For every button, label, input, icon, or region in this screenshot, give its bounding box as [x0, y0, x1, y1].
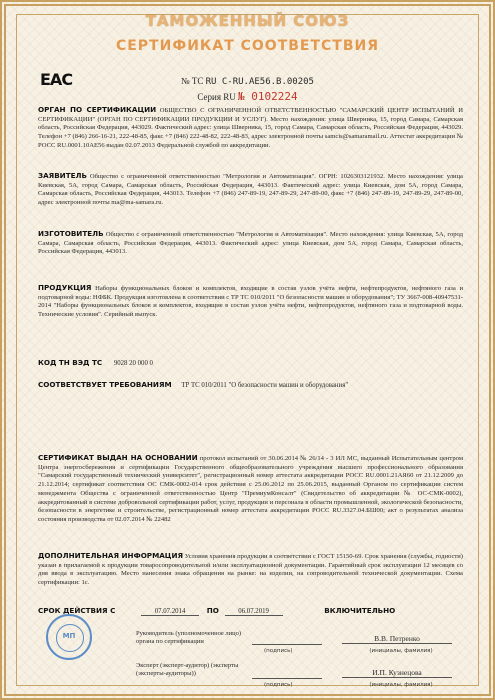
additional-info-label: ДОПОЛНИТЕЛЬНАЯ ИНФОРМАЦИЯ [38, 551, 184, 560]
basis-label: СЕРТИФИКАТ ВЫДАН НА ОСНОВАНИИ [38, 453, 198, 462]
customs-union-title: ТАМОЖЕННЫЙ СОЮЗ [145, 12, 350, 30]
seal-stamp-icon [46, 614, 92, 660]
head-signature-label: Руководитель (уполномоченное лицо) органа по сертификации [136, 630, 242, 645]
certificate-number-value: RU C-RU.AE56.B.00205 [205, 77, 314, 87]
tnved-value: 9028 20 000 0 [113, 360, 153, 367]
expert-name-caption: (инициалы, фамилия) [369, 682, 433, 688]
certification-body-section [38, 106, 463, 151]
applicant-section [38, 172, 463, 208]
certification-body-text: ОБЩЕСТВО С ОГРАНИЧЕННОЙ ОТВЕТСТВЕННОСТЬЮ "САМАРСКИЙ ЦЕНТР ИСПЫТАНИЙ И СЕРТИФИКАЦИИ" (ОРГАН ПО СЕРТИФИКАЦИИ ПРОДУКЦИИ И УСЛУГ). Место нахождения: улица Шверника, 15, город Самара, Самарская область, Российская Федерация, 443029. Фактический адрес: улица Шверника, 15, город Самара, Самарская область, Российская Федерация, 443029. Телефон +7 (846) 266-16-21, 222-48-85, факс +7 (846) 222-48-82, 222-48-83, адрес электронной почты samcis@samaramail.ru. Аттестат аккредитации № РОСС RU.0001.10АЕ56 выдан 02.07.2013 Федеральной службой по аккредитации. [38, 107, 463, 149]
validity-to: 06.07.2019 [225, 608, 283, 616]
certificate-number-label: № ТС [181, 76, 204, 86]
expert-signature-label: Эксперт (эксперт-аудитор) (эксперты (эксперты-аудиторы)) [136, 662, 239, 677]
validity-label: СРОК ДЕЙСТВИЯ С [38, 606, 116, 615]
series-number: № 0102224 [237, 90, 298, 103]
series-line [6, 90, 489, 103]
head-name-caption: (инициалы, фамилия) [369, 648, 433, 654]
manufacturer-section [38, 230, 463, 257]
applicant-text: Общество с ограниченной ответственностью "Метрология и Автоматизация". ОГРН: 1026303121932. Место нахождения: улица Киевская, 5А, город Самара, Самарская область, Российская Федерация, 443013. Фактический адрес: улица Киевская, дом 5А, город Самара, Самарская область, Российская Федерация, 443013. Телефон +7 (846) 247-89-19, 247-89-29, 247-89-00, факс +7 (846) 247-89-19, 247-89-29, 247-89-00, адрес электронной почты ma@ma-samara.ru. [38, 173, 463, 207]
additional-info-section [38, 552, 463, 588]
validity-to-label: ПО [206, 606, 219, 615]
applicant-label: ЗАЯВИТЕЛЬ [38, 171, 87, 180]
head-signature-line [252, 636, 322, 645]
basis-section [38, 454, 463, 525]
product-section [38, 284, 463, 320]
expert-signature-caption: (подпись) [264, 682, 293, 688]
manufacturer-label: ИЗГОТОВИТЕЛЬ [38, 229, 104, 238]
eac-mark-icon: EAC [40, 70, 73, 89]
certificate-number [6, 76, 489, 87]
tnved-row [38, 358, 153, 367]
expert-name: И.П. Кузнецова [342, 668, 452, 678]
series-label: Серия [197, 92, 221, 102]
compliance-row [38, 380, 348, 389]
basis-text: протокол испытаний от 30.06.2014 № 26/14 - 3 ИЛ МС, выданный Испытательным центром Центра энергосбережения и сертификации Государственного общеобразовательного учреждения высшего профессионального образования "Самарский государственный технический университет", регистрационный номер аттестата аккредитации РОСС RU.0001.21АЯ60 от 21.12.2009 до 21.12.2014; сертификат соответствия ОС СМК-0002-014 срок действия с 25.06.2012 по 25.06.2015, выданный Органом по сертификации систем менеджмента Общества с ограниченной ответственностью Центр "ПремиумКонсалт" (Свидетельство об аккредитации № ОС-СМК-0002), аккредитованный в системе добровольной сертификации работ, услуг, продукции и персонала в области промышленной, экологической безопасности, безопасности в энергетике и строительстве, регистрационный номер аттестата аккредитации РОСС RU.3327.04.БШ00; акт о результатах анализа состояния производства от 02.07.2014 № 22482 [38, 455, 463, 523]
manufacturer-text: Общество с ограниченной ответственностью "Метрология и Автоматизация". Место нахождения: улица Киевская, 5А, город Самара, Самарская область, Российская Федерация, 443013. Фактический адрес: улица Киевская, дом 5А, город Самара, Самарская область, Российская Федерация, 443013. [38, 231, 463, 256]
validity-from: 07.07.2014 [141, 608, 199, 616]
certificate-title: СЕРТИФИКАТ СООТВЕТСТВИЯ [115, 38, 380, 54]
product-label: ПРОДУКЦИЯ [38, 283, 92, 292]
compliance-value: ТР ТС 010/2011 "О безопасности машин и оборудования" [181, 382, 349, 389]
product-text: Наборы функциональных блоков и комплектов, входящие в состав узлов учёта нефти, нефтепродуктов, нефтяного газа и подтоварной воды: НФБК. Продукция изготовлена в соответствии с ТР ТС 010/2011 "О безопасности машин и оборудования"; ТУ 3667-008-40947531-2014 "Наборы функциональных блоков и комплектов, входящие в состав узлов учёта нефти, нефтепродуктов, нефтяного газа и подтоварной воды. Технические условия". Серийный выпуск. [38, 285, 463, 319]
additional-info-text: Условия хранения продукции в соответствии с ГОСТ 15150-69. Срок хранения (службы, годности) указан в прилагаемой к продукции товаросопроводительной и/или эксплуатационной документации. Гарантийный срок эксплуатации 12 месяцев со дня ввода в эксплуатацию. Место нанесения знака обращения на рынке: на изделии, на сопроводительной технической документации. Схема сертификации: 1с. [38, 553, 463, 587]
head-name: В.В. Петренко [342, 634, 452, 644]
validity-inclusive: ВКЛЮЧИТЕЛЬНО [324, 606, 396, 615]
seal-stamp-text: МП [62, 632, 76, 640]
compliance-label: СООТВЕТСТВУЕТ ТРЕБОВАНИЯМ [38, 380, 172, 389]
validity-row [38, 606, 468, 616]
expert-signature-line [252, 670, 322, 679]
head-signature-caption: (подпись) [264, 648, 293, 654]
certification-body-label: ОРГАН ПО СЕРТИФИКАЦИИ [38, 105, 157, 114]
tnved-label: КОД ТН ВЭД ТС [38, 358, 103, 367]
series-code: RU [223, 92, 236, 102]
